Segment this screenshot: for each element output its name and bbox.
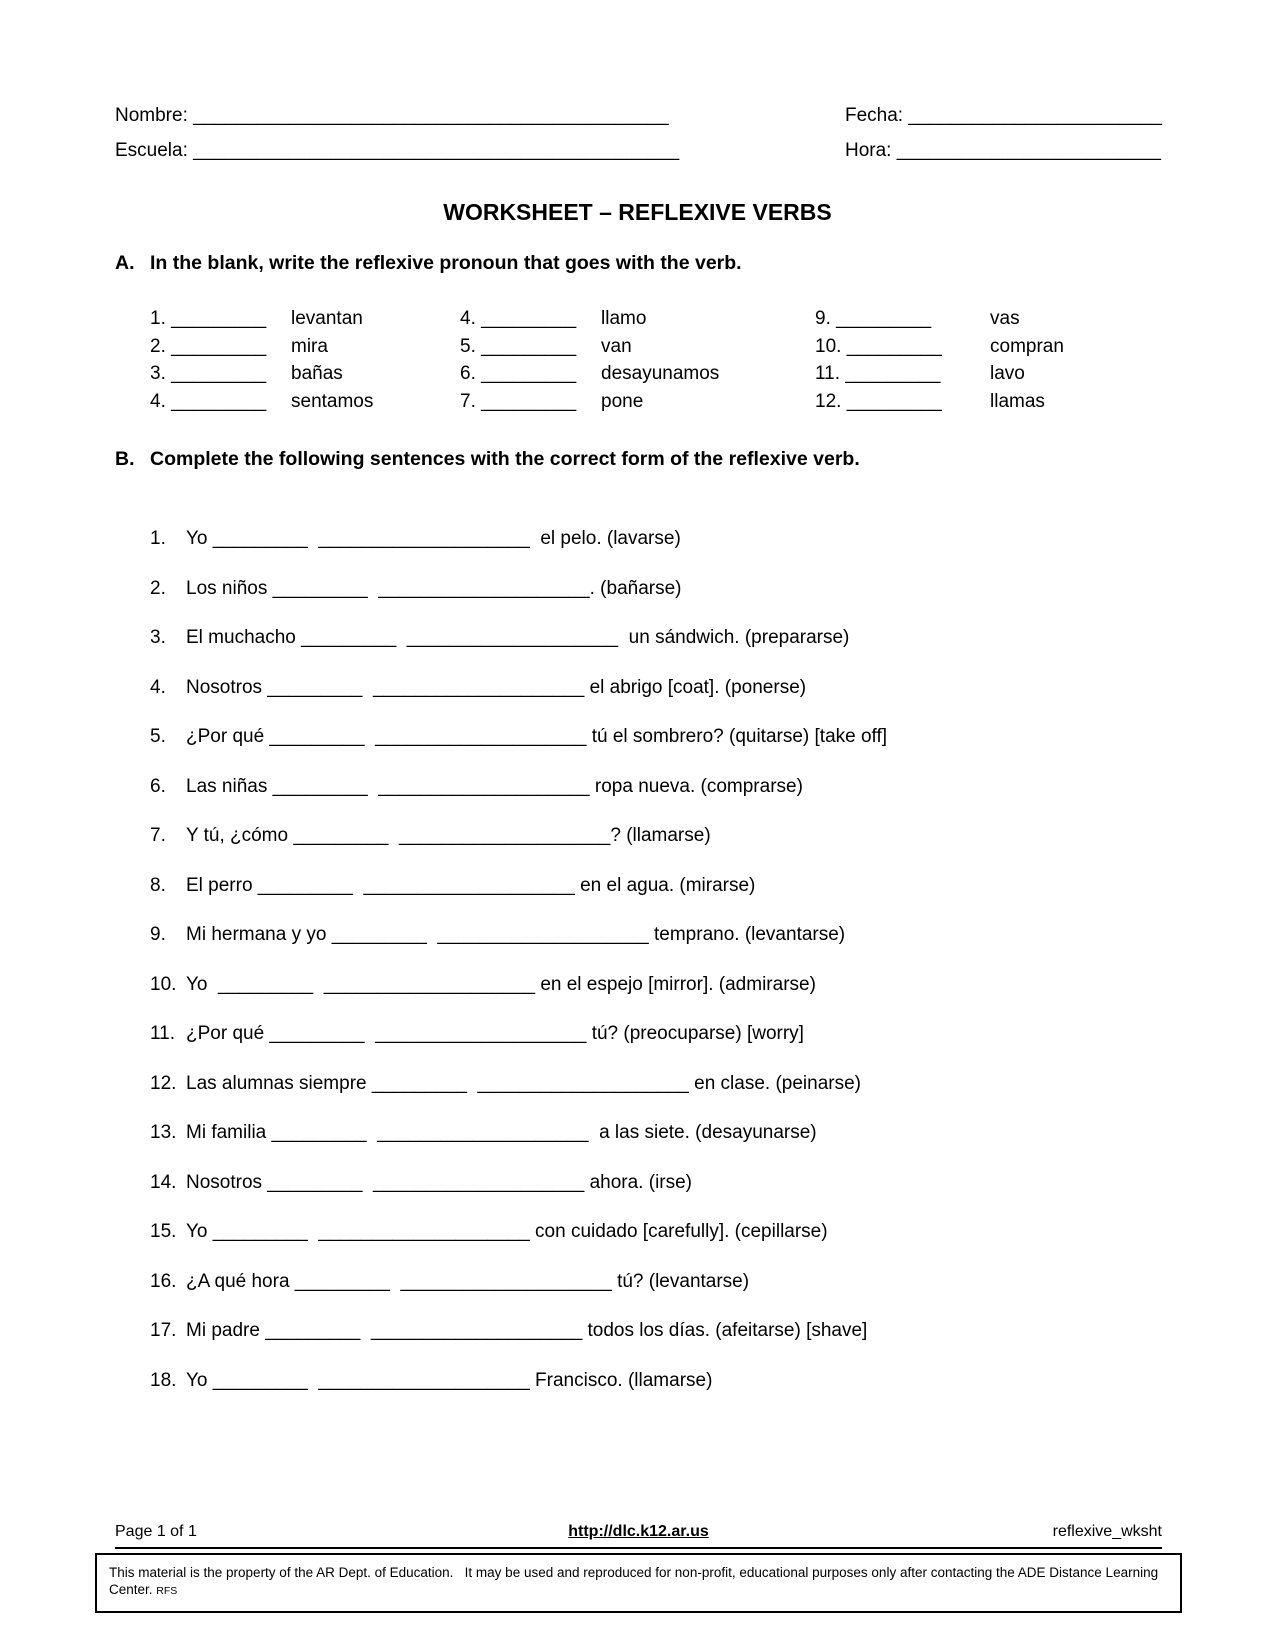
footer-url-link[interactable]: http://dlc.k12.ar.us [568, 1523, 709, 1540]
section-a-column-1 [150, 305, 460, 415]
header-field-label: Escuela: [115, 140, 188, 161]
answer-blank: _________ [845, 363, 941, 384]
pronoun-item-left [815, 360, 990, 388]
answer-blank: _________ [846, 390, 942, 412]
pronoun-item [150, 360, 460, 388]
pronoun-item [815, 388, 1160, 416]
header-field-label: Fecha: [845, 105, 904, 126]
pronoun-item [460, 305, 815, 333]
item-number: 8. [150, 874, 166, 896]
section-a-instruction: In the blank, write the reflexive pronoun that goes with the verb. [150, 252, 742, 274]
verb-label: levantan [291, 308, 363, 329]
item-number: 6. [150, 775, 166, 797]
item-number: 4. [150, 676, 166, 698]
pronoun-item-left [150, 360, 291, 388]
verb-label: pone [601, 390, 644, 412]
item-number: 15. [150, 1221, 177, 1242]
sentence-text: El perro _________ ____________________ en el agua. (mirarse) [186, 874, 756, 896]
header-field-blank: _____________________________________________ [193, 105, 669, 126]
item-number: 18. [150, 1369, 177, 1391]
sentence-text: Mi familia _________ ____________________ a las siete. (desayunarse) [186, 1122, 817, 1143]
pronoun-item-left [150, 388, 291, 416]
pronoun-item [460, 333, 815, 361]
sentence-item [150, 923, 1160, 946]
section-b-label: B. [115, 448, 135, 470]
item-number: 5. [460, 335, 476, 357]
section-a-list [150, 305, 1160, 415]
pronoun-item [150, 305, 460, 333]
answer-blank: _________ [481, 390, 577, 412]
section-b-list [150, 527, 1160, 1392]
item-number: 4. [460, 308, 476, 329]
answer-blank: _________ [846, 335, 942, 357]
sentence-item [150, 577, 1160, 600]
item-number: 10. [815, 335, 842, 357]
pronoun-item [815, 305, 1160, 333]
pronoun-item-left [460, 305, 601, 333]
page-number: Page 1 of 1 [115, 1523, 197, 1540]
sentence-text: ¿Por qué _________ ____________________ tú? (preocuparse) [worry] [186, 1023, 804, 1044]
item-number: 3. [150, 627, 166, 648]
sentence-text: Nosotros _________ ____________________ ahora. (irse) [186, 1171, 693, 1193]
item-number: 9. [150, 924, 166, 945]
item-number: 9. [815, 308, 831, 329]
sentence-text: Las niñas _________ ____________________ ropa nueva. (comprarse) [186, 775, 803, 797]
pronoun-item-left [815, 305, 990, 333]
pronoun-item [150, 388, 460, 416]
sentence-text: Mi hermana y yo _________ ____________________ temprano. (levantarse) [186, 924, 846, 945]
answer-blank: _________ [481, 308, 577, 329]
sentence-item [150, 973, 1160, 996]
footer [95, 1522, 1182, 1613]
sentence-item [150, 527, 1160, 550]
header-field-label: Hora: [845, 140, 892, 161]
answer-blank: _________ [171, 363, 267, 384]
section-a-label: A. [115, 252, 135, 274]
sentence-text: Yo _________ ____________________ en el espejo [mirror]. (admirarse) [186, 973, 816, 995]
sentence-item [150, 1072, 1160, 1095]
verb-label: mira [291, 335, 328, 357]
verb-label: llamas [990, 390, 1045, 412]
header-field-blank: ______________________________________________ [193, 140, 680, 161]
item-number: 16. [150, 1270, 177, 1292]
header [115, 105, 1160, 162]
item-number: 17. [150, 1320, 177, 1341]
item-number: 7. [460, 390, 476, 412]
pronoun-item-left [815, 388, 990, 416]
item-number: 11. [150, 1023, 176, 1044]
item-number: 1. [150, 528, 166, 549]
sentence-item [150, 1171, 1160, 1194]
item-number: 10. [150, 973, 177, 995]
item-number: 12. [815, 390, 842, 412]
verb-label: vas [990, 308, 1020, 329]
header-field [115, 140, 845, 162]
item-number: 2. [150, 335, 166, 357]
section-a-heading [115, 251, 1160, 275]
sentence-text: Yo _________ ____________________ con cuidado [carefully]. (cepillarse) [186, 1221, 828, 1242]
section-b-heading [115, 447, 1160, 471]
item-number: 3. [150, 363, 166, 384]
item-number: 6. [460, 363, 476, 384]
pronoun-item [815, 360, 1160, 388]
answer-blank: _________ [836, 308, 932, 329]
sentence-item [150, 874, 1160, 897]
sentence-text: Yo _________ ____________________ el pelo. (lavarse) [186, 528, 681, 549]
answer-blank: _________ [171, 390, 267, 412]
section-a-column-2 [460, 305, 815, 415]
header-field-label: Nombre: [115, 105, 188, 126]
answer-blank: _________ [171, 335, 267, 357]
pronoun-item-left [815, 333, 990, 361]
sentence-text: ¿A qué hora _________ ____________________ tú? (levantarse) [186, 1270, 750, 1292]
sentence-text: Mi padre _________ ____________________ todos los días. (afeitarse) [shave] [186, 1320, 868, 1341]
sentence-item [150, 676, 1160, 699]
sentence-item [150, 1369, 1160, 1392]
item-number: 11. [815, 363, 841, 384]
copyright-notice-box [95, 1553, 1182, 1613]
pronoun-item [460, 360, 815, 388]
item-number: 1. [150, 308, 166, 329]
pronoun-item [150, 333, 460, 361]
header-field [115, 105, 845, 127]
pronoun-item-left [150, 333, 291, 361]
footer-row [115, 1522, 1162, 1549]
sentence-item [150, 626, 1160, 649]
pronoun-item-left [460, 360, 601, 388]
copyright-notice-initials: RFS [156, 1585, 178, 1597]
item-number: 7. [150, 825, 166, 846]
header-field-blank: ________________________ [908, 105, 1162, 126]
sentence-item [150, 1319, 1160, 1342]
sentence-text: Nosotros _________ ____________________ el abrigo [coat]. (ponerse) [186, 676, 807, 698]
verb-label: bañas [291, 363, 343, 384]
verb-label: desayunamos [601, 363, 720, 384]
answer-blank: _________ [481, 363, 577, 384]
sentence-item [150, 775, 1160, 798]
answer-blank: _________ [481, 335, 577, 357]
section-b-instruction: Complete the following sentences with the correct form of the reflexive verb. [150, 448, 860, 470]
header-field [845, 140, 1162, 162]
pronoun-item-left [460, 388, 601, 416]
item-number: 12. [150, 1072, 177, 1094]
sentence-text: ¿Por qué _________ ____________________ tú el sombrero? (quitarse) [take off] [186, 726, 888, 747]
pronoun-item [815, 333, 1160, 361]
sentence-item [150, 1121, 1160, 1144]
verb-label: sentamos [291, 390, 374, 412]
item-number: 13. [150, 1122, 177, 1143]
sentence-text: Los niños _________ ____________________. (bañarse) [186, 577, 682, 599]
sentence-item [150, 1022, 1160, 1045]
document-name: reflexive_wksht [1052, 1523, 1162, 1540]
page-title: WORKSHEET – REFLEXIVE VERBS [443, 199, 832, 225]
copyright-notice-text: This material is the property of the AR Dept. of Education. It may be used and reproduced for non-profit, educational purposes only after contacting the ADE Distance Learning Center. [109, 1565, 1162, 1597]
pronoun-item [460, 388, 815, 416]
sentence-item [150, 725, 1160, 748]
sentence-text: Las alumnas siempre _________ ____________________ en clase. (peinarse) [186, 1072, 862, 1094]
sentence-text: Yo _________ ____________________ Francisco. (llamarse) [186, 1369, 713, 1391]
verb-label: compran [990, 335, 1064, 357]
sentence-text: El muchacho _________ ____________________ un sándwich. (prepararse) [186, 627, 850, 648]
pronoun-item-left [460, 333, 601, 361]
item-number: 2. [150, 577, 166, 599]
pronoun-item-left [150, 305, 291, 333]
verb-label: van [601, 335, 632, 357]
header-field-blank: _________________________ [896, 140, 1161, 161]
verb-label: lavo [990, 363, 1025, 384]
sentence-item [150, 1270, 1160, 1293]
section-a-column-3 [815, 305, 1160, 415]
item-number: 5. [150, 726, 166, 747]
item-number: 14. [150, 1171, 177, 1193]
verb-label: llamo [601, 308, 647, 329]
answer-blank: _________ [171, 308, 267, 329]
item-number: 4. [150, 390, 166, 412]
header-field [845, 105, 1162, 127]
sentence-item [150, 1220, 1160, 1243]
sentence-text: Y tú, ¿cómo _________ ____________________? (llamarse) [186, 825, 711, 846]
sentence-item [150, 824, 1160, 847]
